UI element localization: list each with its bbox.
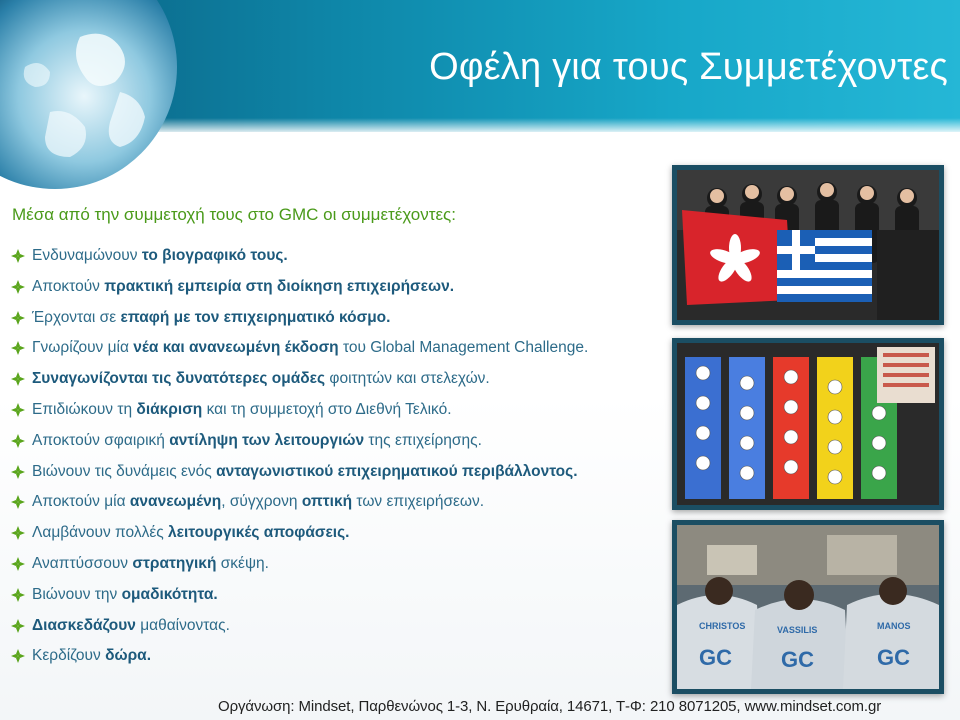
- bullet-text: , σύγχρονη: [221, 493, 302, 511]
- bullet-text: Βιώνουν τις δυνάμεις ενός: [32, 462, 217, 480]
- list-item: [10, 462, 670, 493]
- list-item: [10, 585, 670, 616]
- bullet-text: των επιχειρήσεων.: [352, 493, 485, 511]
- bullet-text: Ενδυναμώνουν: [32, 247, 142, 264]
- bullet-text-bold: ανανεωμένη: [129, 493, 222, 511]
- clover-bullet-icon: [10, 618, 26, 634]
- bullet-text-bold: το βιογραφικό τους.: [141, 247, 288, 264]
- bullet-text-bold: Διασκεδάζουν: [32, 616, 136, 634]
- page-title: Οφέλη για τους Συμμετέχοντες: [429, 46, 948, 88]
- bullet-text-bold: Συναγωνίζονται τις δυνατότερες ομάδες: [32, 370, 326, 388]
- bullet-text-bold: οπτική: [301, 493, 353, 511]
- list-item: [10, 277, 670, 308]
- bullet-text-bold: νέα και ανανεωμένη έκδοση: [133, 339, 339, 357]
- tshirt-name-1: CHRISTOS: [699, 621, 746, 631]
- bullet-text: Έρχονται σε: [32, 308, 121, 326]
- list-item: [10, 400, 670, 431]
- bullet-text-bold: επαφή με τον επιχειρηματικό κόσμο.: [120, 308, 391, 326]
- bullet-text-bold: ομαδικότητα.: [121, 585, 218, 603]
- list-item: [10, 246, 670, 277]
- list-item: [10, 616, 670, 647]
- list-item: [10, 523, 670, 554]
- benefits-list: [10, 246, 670, 677]
- clover-bullet-icon: [10, 556, 26, 572]
- bullet-text: Αποκτούν μία: [32, 493, 130, 511]
- bullet-text-bold: αντίληψη των λειτουργιών: [169, 431, 365, 449]
- list-item: [10, 554, 670, 585]
- clover-bullet-icon: [10, 310, 26, 326]
- bullet-text-bold: ανταγωνιστικού επιχειρηματικού περιβάλλοντος.: [216, 462, 578, 480]
- clover-bullet-icon: [10, 494, 26, 510]
- clover-bullet-icon: [10, 433, 26, 449]
- intro-subtitle: Μέσα από την συμμετοχή τους στο GMC οι συμμετέχοντες:: [12, 205, 456, 224]
- bullet-text: Βιώνουν την: [32, 585, 122, 603]
- bullet-text: της επιχείρησης.: [364, 431, 482, 449]
- bullet-text-bold: πρακτική εμπειρία στη διοίκηση επιχειρήσεων.: [104, 277, 455, 295]
- clover-bullet-icon: [10, 279, 26, 295]
- tshirt-name-3: MANOS: [877, 621, 911, 631]
- globe-icon: [0, 0, 180, 192]
- clover-bullet-icon: [10, 525, 26, 541]
- bullet-text: και τη συμμετοχή στο Διεθνή Τελικό.: [202, 400, 452, 418]
- photo-flags-group: [672, 165, 944, 325]
- bullet-text: του Global Management Challenge.: [338, 339, 589, 357]
- list-item: [10, 369, 670, 400]
- clover-bullet-icon: [10, 402, 26, 418]
- clover-bullet-icon: [10, 340, 26, 356]
- bullet-text-bold: δώρα.: [105, 647, 152, 665]
- bullet-text: μαθαίνοντας.: [135, 616, 230, 634]
- clover-bullet-icon: [10, 464, 26, 480]
- bullet-text: Κερδίζουν: [32, 647, 106, 665]
- bullet-text: φοιτητών και στελεχών.: [325, 370, 490, 388]
- bullet-text-bold: διάκριση: [136, 400, 203, 418]
- bullet-text-bold: στρατηγική: [132, 554, 217, 572]
- bullet-text: Αναπτύσσουν: [32, 554, 133, 572]
- list-item: [10, 492, 670, 523]
- footer-contact: Οργάνωση: Mindset, Παρθενώνος 1-3, Ν. Ερυθραία, 14671, Τ-Φ: 210 8071205, www.mindset.com.gr: [218, 698, 882, 715]
- list-item: [10, 431, 670, 462]
- bullet-text: Επιδιώκουν τη: [32, 400, 137, 418]
- bullet-text: Αποκτούν σφαιρική: [32, 431, 170, 449]
- tshirt-logo-1: GC: [699, 645, 732, 670]
- clover-bullet-icon: [10, 371, 26, 387]
- photo-flags-board: [672, 338, 944, 510]
- list-item: [10, 338, 670, 369]
- bullet-text: σκέψη.: [216, 554, 269, 572]
- list-item: [10, 646, 670, 677]
- tshirt-logo-3: GC: [877, 645, 910, 670]
- photo-team: [672, 520, 944, 694]
- clover-bullet-icon: [10, 648, 26, 664]
- bullet-text: Αποκτούν: [32, 277, 105, 295]
- bullet-text-bold: λειτουργικές αποφάσεις.: [168, 524, 350, 542]
- list-item: [10, 308, 670, 339]
- bullet-text: Γνωρίζουν μία: [32, 339, 134, 357]
- clover-bullet-icon: [10, 248, 26, 264]
- clover-bullet-icon: [10, 587, 26, 603]
- bullet-text: Λαμβάνουν πολλές: [32, 524, 169, 542]
- tshirt-logo-2: GC: [781, 647, 814, 672]
- tshirt-name-2: VASSILIS: [777, 625, 818, 635]
